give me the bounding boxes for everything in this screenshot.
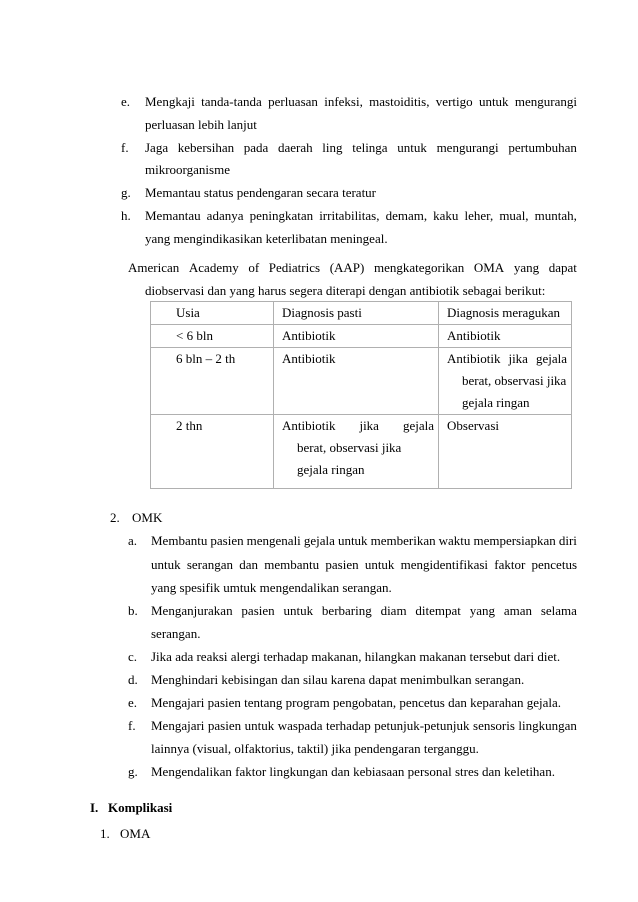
list-item-e-line1	[145, 94, 577, 110]
word: aman	[503, 603, 532, 618]
list-item-f-line2: mikroorganisme	[145, 162, 230, 177]
word: untuk	[244, 718, 275, 733]
table-header-row	[151, 302, 572, 325]
table-cell-pasti	[274, 415, 439, 489]
omk-item-g-line1: Mengendalikan faktor lingkungan dan kebiasaan personal stres dan keletihan.	[151, 764, 555, 779]
omk-item-b-line2: serangan.	[151, 626, 201, 641]
word: Jaga	[145, 140, 169, 155]
word: peningkatan	[249, 208, 314, 223]
word: gejala	[535, 351, 567, 366]
omk-item-e-line1: Mengajari pasien tentang program pengobatan, pencetus dan keparahan gejala.	[151, 695, 562, 710]
word: (AAP)	[329, 260, 365, 275]
word: kebersihan	[177, 140, 235, 155]
word: mastoiditis,	[369, 94, 430, 109]
list-marker: h.	[121, 208, 131, 223]
table-cell-pasti: Antibiotik	[274, 348, 439, 415]
omk-item-f-line1	[151, 718, 577, 734]
word: pada	[243, 140, 269, 155]
word: faktor	[494, 557, 526, 572]
word: untuk	[397, 140, 427, 155]
word: selama	[540, 603, 577, 618]
word: dapat	[548, 260, 577, 275]
word: serangan	[186, 557, 234, 572]
word: jika	[359, 418, 379, 433]
word: adanya	[206, 208, 244, 223]
word: jika	[508, 351, 528, 366]
table-cell-ragu: Observasi	[439, 415, 572, 489]
omk-item-f-line2: lainnya (visual, olfaktorius, taktil) jika pendengaran terganggu.	[151, 741, 479, 756]
word: membantu	[264, 557, 320, 572]
aap-paragraph-line1	[128, 260, 577, 276]
table-cell-ragu	[439, 348, 572, 415]
omk-item-b-line1	[151, 603, 577, 619]
section-marker: I.	[90, 800, 99, 815]
word: pertumbuhan	[508, 140, 577, 155]
aap-paragraph-line2: diobservasi dan yang harus segera diterapi dengan antibiotik sebagai berikut:	[145, 283, 546, 298]
section-heading-komplikasi: Komplikasi	[108, 800, 173, 815]
table-header-usia: Usia	[151, 302, 274, 325]
word: muntah,	[534, 208, 577, 223]
word: American	[128, 260, 180, 275]
word: Membantu	[151, 533, 208, 548]
list-marker: d.	[128, 672, 138, 687]
word: yang	[469, 603, 495, 618]
word: pasien	[210, 533, 244, 548]
table-cell-pasti: Antibiotik	[274, 325, 439, 348]
omk-heading: OMK	[132, 510, 163, 525]
list-marker: g.	[121, 185, 131, 200]
word: irritabilitas,	[319, 208, 380, 223]
word: waspada	[277, 718, 323, 733]
word: infeksi,	[324, 94, 363, 109]
list-item-f-line1	[145, 140, 577, 156]
word: Mengkaji	[145, 94, 195, 109]
word: pasien	[325, 557, 359, 572]
list-item-h-line2: yang mengindikasikan keterlibatan meningeal.	[145, 231, 388, 246]
word: mengenali	[246, 533, 301, 548]
word: demam,	[385, 208, 428, 223]
omk-item-a-line1	[151, 533, 577, 549]
word: Pediatrics	[268, 260, 321, 275]
cell-line	[282, 415, 438, 437]
word: Menganjurakan	[151, 603, 233, 618]
list-marker: 2.	[110, 510, 120, 525]
word: mempersiapkan	[473, 533, 556, 548]
word: gejala	[303, 533, 335, 548]
list-marker: e.	[121, 94, 131, 109]
word: OMA	[473, 260, 505, 275]
word: petunjuk-petunjuk	[374, 718, 470, 733]
word: untuk	[151, 557, 181, 572]
list-marker: f.	[121, 140, 129, 155]
list-item-e-line2: perluasan lebih lanjut	[145, 117, 257, 132]
word: yang	[513, 260, 540, 275]
word: untuk	[478, 94, 509, 109]
word: mengurangi	[514, 94, 577, 109]
word: waktu	[438, 533, 471, 548]
word: untuk	[283, 603, 314, 618]
word: mual,	[499, 208, 529, 223]
word: daerah	[277, 140, 313, 155]
word: diam	[380, 603, 407, 618]
omk-item-a-line2	[151, 557, 577, 573]
cell-line: gejala ringan	[462, 395, 530, 410]
word: Mengajari	[151, 718, 205, 733]
list-marker: a.	[128, 533, 138, 548]
table-row	[151, 348, 572, 415]
word: dan	[239, 557, 259, 572]
word: pasien	[207, 718, 242, 733]
aap-diagnosis-table	[150, 301, 572, 489]
list-marker: 1.	[100, 826, 110, 841]
word: mengurangi	[436, 140, 499, 155]
table-row	[151, 415, 572, 489]
word: sensoris	[473, 718, 515, 733]
omk-item-d-line1: Menghindari kebisingan dan silau karena dapat menimbulkan serangan.	[151, 672, 525, 687]
word: perluasan	[268, 94, 318, 109]
table-row	[151, 325, 572, 348]
cell-line: berat, observasi jika	[462, 373, 567, 388]
word: Academy	[188, 260, 239, 275]
word: untuk	[364, 557, 395, 572]
list-marker: c.	[128, 649, 138, 664]
omk-item-a-line3: yang spesifik umtuk mengendalikan serangan.	[151, 580, 392, 595]
word: Antibiotik	[282, 418, 336, 433]
list-item-g-line1: Memantau status pendengaran secara teratur	[145, 185, 377, 200]
table-cell-usia: < 6 bln	[151, 325, 274, 348]
word: Antibiotik	[447, 351, 501, 366]
list-marker: b.	[128, 603, 138, 618]
cell-line	[447, 348, 571, 370]
table-cell-usia: 2 thn	[151, 415, 274, 489]
word: gejala	[402, 418, 434, 433]
list-item-h-line1	[145, 208, 577, 224]
word: Memantau	[145, 208, 201, 223]
word: mengkategorikan	[373, 260, 465, 275]
table-cell-usia: 6 bln – 2 th	[151, 348, 274, 415]
table-header-diagnosis-pasti: Diagnosis pasti	[274, 302, 439, 325]
word: terhadap	[325, 718, 371, 733]
word: pencetus	[531, 557, 577, 572]
word: vertigo	[435, 94, 473, 109]
word: lingkungan	[518, 718, 577, 733]
word: leher,	[464, 208, 494, 223]
word: ling	[322, 140, 343, 155]
word: untuk	[337, 533, 368, 548]
word: ditempat	[415, 603, 461, 618]
word: tanda-tanda	[201, 94, 262, 109]
word: mengidentifikasi	[400, 557, 489, 572]
word: kaku	[433, 208, 459, 223]
word: diri	[558, 533, 577, 548]
table-header-diagnosis-meragukan: Diagnosis meragukan	[439, 302, 572, 325]
list-marker: g.	[128, 764, 138, 779]
cell-line: berat, observasi jika	[297, 440, 402, 455]
subsection-heading-oma: OMA	[120, 826, 151, 841]
word: of	[248, 260, 260, 275]
word: telinga	[352, 140, 388, 155]
list-marker: f.	[128, 718, 136, 733]
omk-item-c-line1: Jika ada reaksi alergi terhadap makanan, hilangkan makanan tersebut dari diet.	[151, 649, 561, 664]
word: memberikan	[370, 533, 436, 548]
list-marker: e.	[128, 695, 138, 710]
word: pasien	[241, 603, 275, 618]
table-cell-ragu: Antibiotik	[439, 325, 572, 348]
word: berbaring	[321, 603, 372, 618]
cell-line: gejala ringan	[297, 462, 365, 477]
